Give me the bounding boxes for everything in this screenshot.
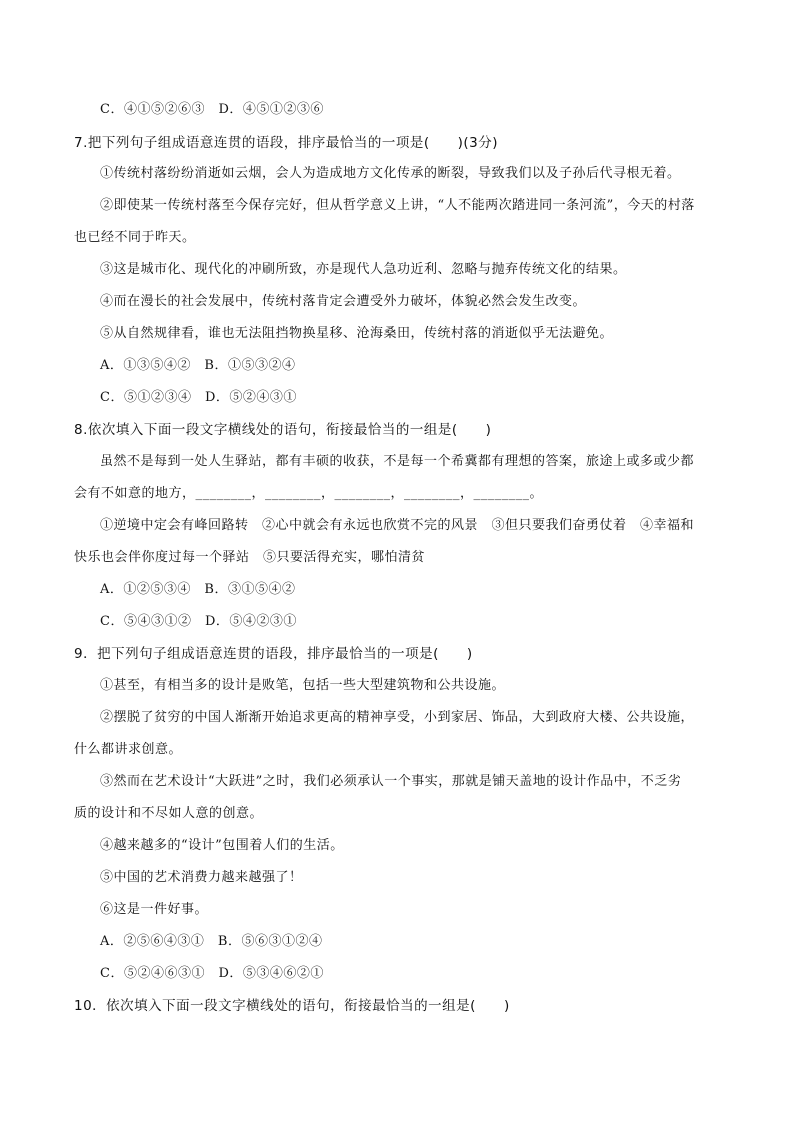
q9-sentence-4: ④越来越多的“设计”包围着人们的生活。 [100, 838, 344, 853]
q7-sentence-2b: 也已经不同于昨天。 [74, 230, 196, 245]
q7-sentence-1: ①传统村落纷纷消逝如云烟，会人为造成地方文化传承的断裂，导致我们以及子孙后代寻根无着。 [100, 166, 681, 181]
q7-sentence-3: ③这是城市化、现代化的冲刷所致，亦是现代人急功近利、忽略与抛弃传统文化的结果。 [100, 262, 627, 277]
q9-sentence-3a: ③然而在艺术设计“大跃进”之时，我们必须承认一个事实，那就是铺天盖地的设计作品中，不乏劣 [100, 774, 682, 789]
q9-sentence-2a: ②摆脱了贫穷的中国人渐渐开始追求更高的精神享受，小到家居、饰品，大到政府大楼、公共设施， [100, 710, 695, 725]
q7-sentence-4: ④而在漫长的社会发展中，传统村落肯定会遭受外力破坏，体貌必然会发生改变。 [100, 294, 587, 309]
q9-stem: 9．把下列句子组成语意连贯的语段，排序最恰当的一项是( ) [74, 646, 473, 662]
q8-stem: 8.依次填入下面一段文字横线处的语句，衔接最恰当的一组是( ) [74, 422, 492, 438]
q9-sentence-3b: 质的设计和不尽如人意的创意。 [74, 806, 264, 821]
q8-options-ab: A．①②⑤③④ B．③①⑤④② [100, 582, 296, 597]
q6-options-cd: C．④①⑤②⑥③ D．④⑤①②③⑥ [100, 102, 324, 117]
q9-sentence-5: ⑤中国的艺术消费力越来越强了！ [100, 870, 303, 885]
q8-choices-2: 快乐也会伴你度过每一个驿站 ⑤只要活得充实，哪怕清贫 [74, 550, 426, 565]
q7-options-cd: C．⑤①②③④ D．⑤②④③① [100, 390, 297, 405]
q10-stem: 10．依次填入下面一段文字横线处的语句，衔接最恰当的一组是( ) [74, 998, 510, 1014]
q9-sentence-2b: 什么都讲求创意。 [74, 742, 183, 757]
q9-options-ab: A．②⑤⑥④③① B．⑤⑥③①②④ [100, 934, 323, 949]
q7-options-ab: A．①③⑤④② B．①⑤③②④ [100, 358, 296, 373]
q8-passage-2: 会有不如意的地方，________，________，________，________，________。 [74, 486, 544, 501]
q9-sentence-1: ①甚至，有相当多的设计是败笔，包括一些大型建筑物和公共设施。 [100, 678, 506, 693]
q7-sentence-5: ⑤从自然规律看，谁也无法阻挡物换星移、沧海桑田，传统村落的消逝似乎无法避免。 [100, 326, 614, 341]
q9-sentence-6: ⑥这是一件好事。 [100, 902, 209, 917]
q7-sentence-2a: ②即使某一传统村落至今保存完好，但从哲学意义上讲，“人不能两次踏进同一条河流”，今天的村落 [100, 198, 695, 213]
q8-choices-1: ①逆境中定会有峰回路转 ②心中就会有永远也欣赏不完的风景 ③但只要我们奋勇仗着 ④幸福和 [100, 518, 695, 533]
q8-options-cd: C．⑤④③①② D．⑤④②③① [100, 614, 297, 629]
q7-stem: 7.把下列句子组成语意连贯的语段，排序最恰当的一项是( )(3分) [74, 135, 499, 151]
q9-options-cd: C．⑤②④⑥③① D．⑤③④⑥②① [100, 966, 324, 981]
q8-passage-1: 虽然不是每到一处人生驿站，都有丰硕的收获，不是每一个希冀都有理想的答案，旅途上或多或少都 [100, 454, 695, 469]
